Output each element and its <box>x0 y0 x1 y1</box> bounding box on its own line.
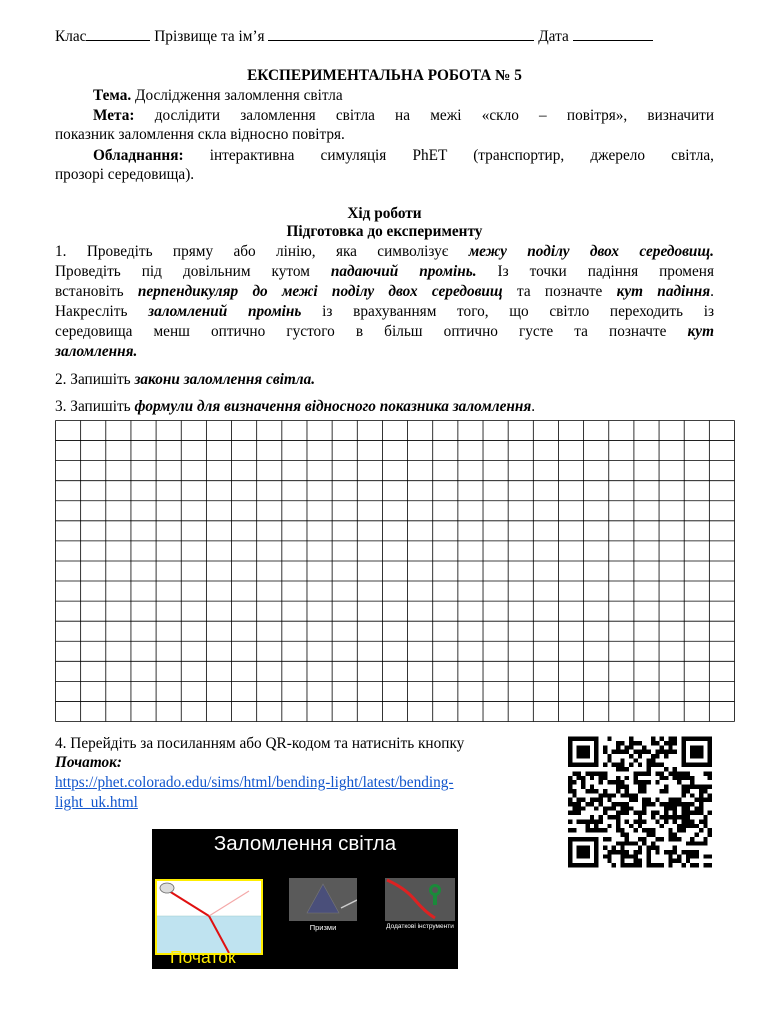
date-label: Дата <box>538 28 569 45</box>
header-line <box>55 27 714 46</box>
name-label: Прізвище та ім’я <box>154 28 265 45</box>
sim-title: Заломлення світла <box>213 832 397 855</box>
more-tools-screen-button[interactable] <box>385 878 455 921</box>
equip-label: Обладнання: <box>93 147 184 164</box>
more-tools-label: Додаткові інструменти <box>386 923 454 930</box>
start-label: Початок <box>170 947 236 967</box>
topic-text: Дослідження заломлення світла <box>135 87 343 104</box>
step-1-line-4: Накресліть заломлений промінь із врахуванням того, що світло переходить із <box>55 303 715 320</box>
graph-paper-grid[interactable] <box>55 420 735 722</box>
topic-line <box>55 86 714 105</box>
prisms-label: Призми <box>309 923 337 932</box>
section-title: Хід роботи <box>347 205 422 222</box>
step-1-line-2: Проведіть під довільним кутом падаючий промінь. Із точки падіння променя <box>55 263 714 280</box>
step-1-line-6: заломлення. <box>55 343 138 360</box>
qr-code[interactable] <box>568 736 712 868</box>
date-blank[interactable] <box>573 27 653 41</box>
step-4-line-2: Початок: <box>55 754 123 771</box>
doc-title: ЕКСПЕРИМЕНТАЛЬНА РОБОТА № 5 <box>247 67 522 84</box>
goal-label: Мета: <box>93 107 135 124</box>
equip-line-1: Обладнання: інтерактивна симуляція PhET (транспортир, джерело світла, <box>93 147 714 164</box>
step-1-line-3: встановіть перпендикуляр до межі поділу двох середовищ та позначте кут падіння. <box>55 283 714 300</box>
step-1-line-5: середовища менш оптично густого в більш оптично густе та позначте кут <box>55 323 714 340</box>
tools-icon <box>385 878 455 921</box>
intro-screen-button[interactable] <box>155 879 263 955</box>
class-blank[interactable] <box>86 27 150 41</box>
phet-link-line-1[interactable]: https://phet.colorado.edu/sims/html/bending-light/latest/bending- <box>55 774 454 791</box>
goal-line-2: показник заломлення скла відносно повітря. <box>55 126 345 143</box>
refraction-icon <box>157 881 261 953</box>
step-2: 2. Запишіть закони заломлення світла. <box>55 371 316 388</box>
topic-label: Тема. <box>93 87 132 104</box>
phet-link-line-2[interactable]: light_uk.html <box>55 794 138 811</box>
subsection-title: Підготовка до експерименту <box>286 223 483 240</box>
name-blank[interactable] <box>268 27 534 41</box>
prisms-screen-button[interactable] <box>289 878 357 921</box>
simulation-screenshot <box>152 829 458 969</box>
step-4-line-1: 4. Перейдіть за посиланням або QR-кодом та натисніть кнопку <box>55 735 465 752</box>
goal-line-1: Мета: дослідити заломлення світла на межі «скло – повітря», визначити <box>93 107 715 124</box>
prism-icon <box>289 878 357 921</box>
class-label: Клас <box>55 28 87 45</box>
step-3: 3. Запишіть формули для визначення відносного показника заломлення. <box>55 398 536 415</box>
step-1-line-1: 1. Проведіть пряму або лінію, яка символізує межу поділу двох середовищ. <box>55 243 714 260</box>
equip-line-2: прозорі середовища). <box>55 166 195 183</box>
